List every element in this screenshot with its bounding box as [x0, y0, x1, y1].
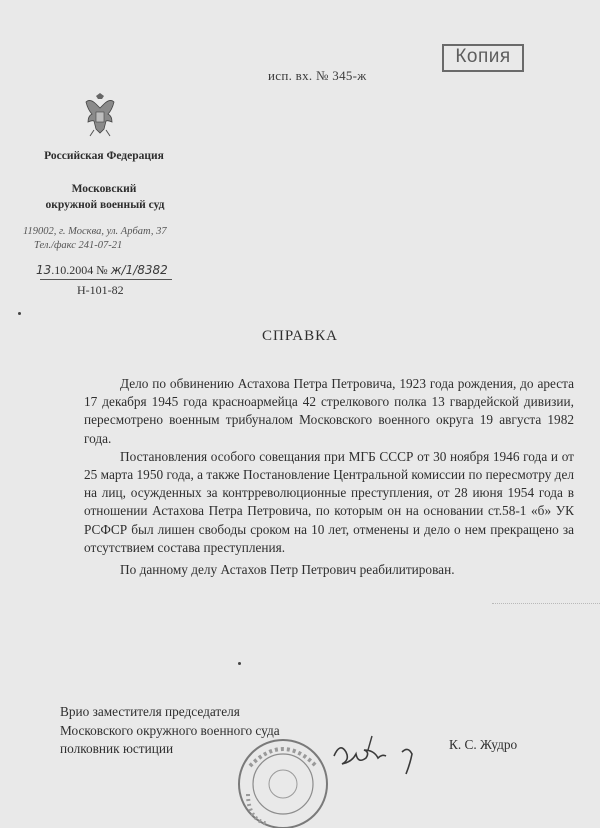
body-paragraph-1: Дело по обвинению Астахова Петра Петровича, 1923 года рождения, до ареста 17 декабря 1945 года красноармейца 42 стрелкового полка 13 гвардейской дивизии, пересмотрено военным трибуналом Московского военного округа 19 августа 1982 года.: [84, 376, 574, 446]
document-title: СПРАВКА: [262, 328, 338, 344]
copy-stamp: Копия: [442, 44, 524, 72]
speck: [18, 312, 21, 315]
court-name-line1: Московский: [71, 183, 137, 195]
signatory-name: К. С. Жудро: [449, 737, 518, 752]
handwritten-signature: [328, 722, 438, 782]
signatory-court: Московского окружного военного суда: [60, 722, 280, 738]
incoming-reference: исп. вх. № 345-ж: [268, 68, 367, 83]
body-paragraph-3: По данному делу Астахов Петр Петрович реабилитирован.: [120, 562, 455, 578]
document-body: [84, 375, 574, 579]
body-paragraph-2: Постановления особого совещания при МГБ СССР от 30 ноября 1946 года и от 25 марта 1950 года, а также Постановление Центральной комиссии по пересмотру дел на лиц, осужденных за контрреволюционные преступления, от 28 июня 1954 года в отношении Астахова Петра Петровича, по которым он на основании ст.58-1 «б» УК РСФСР был лишен свободы сроком на 10 лет, отменены и дело о нем прекращено за отсутствием состава преступления.: [84, 448, 574, 555]
court-name-line2: окружной военный суд: [45, 199, 165, 211]
coat-of-arms-icon: [80, 92, 120, 140]
registration-date: .10.2004 №: [51, 263, 108, 277]
court-address: 119002, г. Москва, ул. Арбат, 37: [23, 226, 167, 237]
faint-line: [492, 603, 600, 604]
registration-line: [36, 263, 168, 278]
court-phone-fax: Тел./факс 241-07-21: [34, 240, 123, 251]
signatory-rank: полковник юстиции: [60, 741, 174, 757]
file-number: Н-101-82: [77, 283, 124, 297]
signatory-block: [60, 703, 280, 759]
registration-number: ж/1/8382: [110, 263, 168, 277]
country-name: Российская Федерация: [44, 150, 164, 162]
registration-day: 13: [36, 263, 52, 277]
signatory-position: Врио заместителя председателя: [60, 704, 240, 719]
registration-underline: [40, 279, 172, 280]
speck: [238, 662, 241, 665]
